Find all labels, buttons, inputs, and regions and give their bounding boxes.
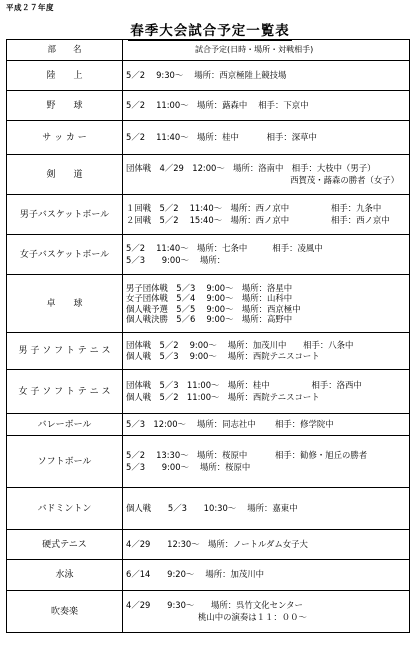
club-name-table-tennis: 卓 球 [7,275,123,333]
table-row [7,121,410,155]
table-row [7,155,410,195]
table-row [7,235,410,275]
club-name-volleyball: バレーボール [7,414,123,436]
schedule-detail: 団体戦 4／29 12:00～ 場所：洛南中 相手：大枝中（男子） 西賀茂・蕗森の勝者（女子） [123,155,410,195]
schedule-table [6,39,410,633]
schedule-detail: 男子団体戦 5／3 9:00～ 場所：洛星中 女子団体戦 5／4 9:00～ 場所：山科中 個人戦予選 5／5 9:00～ 場所：西京極中 個人戦決勝 5／6 9:00～ 場所：高野中 [123,275,410,333]
schedule-detail: １回戦 5／2 11:40～ 場所：西ノ京中 相手：九条中 ２回戦 5／2 15:40～ 場所：西ノ京中 相手：西ノ京中 [123,195,410,235]
schedule-detail: 5／2 13:30～ 場所：桜原中 相手：勧修・旭丘の勝者 5／3 9:00～ 場所：桜原中 [123,436,410,488]
table-row [7,530,410,560]
club-name-track: 陸 上 [7,61,123,91]
club-name-kendo: 剣 道 [7,155,123,195]
schedule-detail: 5／2 11:40～ 場所：七条中 相手：凌風中 5／3 9:00～ 場所： [123,235,410,275]
club-name-swimming: 水泳 [7,560,123,591]
page-title-text: 春季大会試合予定一覧表 [130,23,290,39]
table-row [7,488,410,530]
column-header-schedule: 試合予定(日時・場所・対戦相手) [123,40,410,61]
schedule-detail: 個人戦 5／3 10:30～ 場所：嘉東中 [123,488,410,530]
schedule-detail: 5／3 12:00～ 場所：同志社中 相手：修学院中 [123,414,410,436]
table-row [7,333,410,370]
schedule-detail: 団体戦 5／2 9:00～ 場所：加茂川中 相手：八条中 個人戦 5／3 9:00～ 場所：西院テニスコート [123,333,410,370]
table-header-row [7,40,410,61]
table-row [7,275,410,333]
table-row [7,591,410,633]
table-row [7,560,410,591]
club-name-baseball: 野 球 [7,91,123,121]
table-row [7,61,410,91]
club-name-girls-soft-tennis: 女 子 ソ フ ト テ ニ ス [7,370,123,414]
club-name-hard-tennis: 硬式テニス [7,530,123,560]
table-row [7,91,410,121]
table-row [7,370,410,414]
fiscal-year-label: 平成２７年度 [6,3,54,12]
schedule-detail: 4／29 9:30～ 場所：呉竹文化センター 桃山中の演奏は１１：００～ [123,591,410,633]
table-row [7,414,410,436]
club-name-softball: ソフトボール [7,436,123,488]
schedule-detail: 5／2 11:00～ 場所：蕗森中 相手：下京中 [123,91,410,121]
schedule-detail: 団体戦 5／3 11:00～ 場所：桂中 相手：洛西中 個人戦 5／2 11:00～ 場所：西院テニスコート [123,370,410,414]
schedule-detail: 6／14 9:20～ 場所：加茂川中 [123,560,410,591]
club-name-brass-band: 吹奏楽 [7,591,123,633]
club-name-soccer: サ ッ カ ー [7,121,123,155]
club-name-boys-basketball: 男子バスケットボール [7,195,123,235]
page-title [0,19,420,39]
schedule-detail: 5／2 9:30～ 場所：西京極陸上競技場 [123,61,410,91]
column-header-club: 部 名 [7,40,123,61]
table-row [7,436,410,488]
club-name-boys-soft-tennis: 男 子 ソ フ ト テ ニ ス [7,333,123,370]
club-name-girls-basketball: 女子バスケットボール [7,235,123,275]
club-name-badminton: バドミントン [7,488,123,530]
schedule-detail: 4／29 12:30～ 場所：ノートルダム女子大 [123,530,410,560]
schedule-detail: 5／2 11:40～ 場所：桂中 相手：深草中 [123,121,410,155]
table-row [7,195,410,235]
